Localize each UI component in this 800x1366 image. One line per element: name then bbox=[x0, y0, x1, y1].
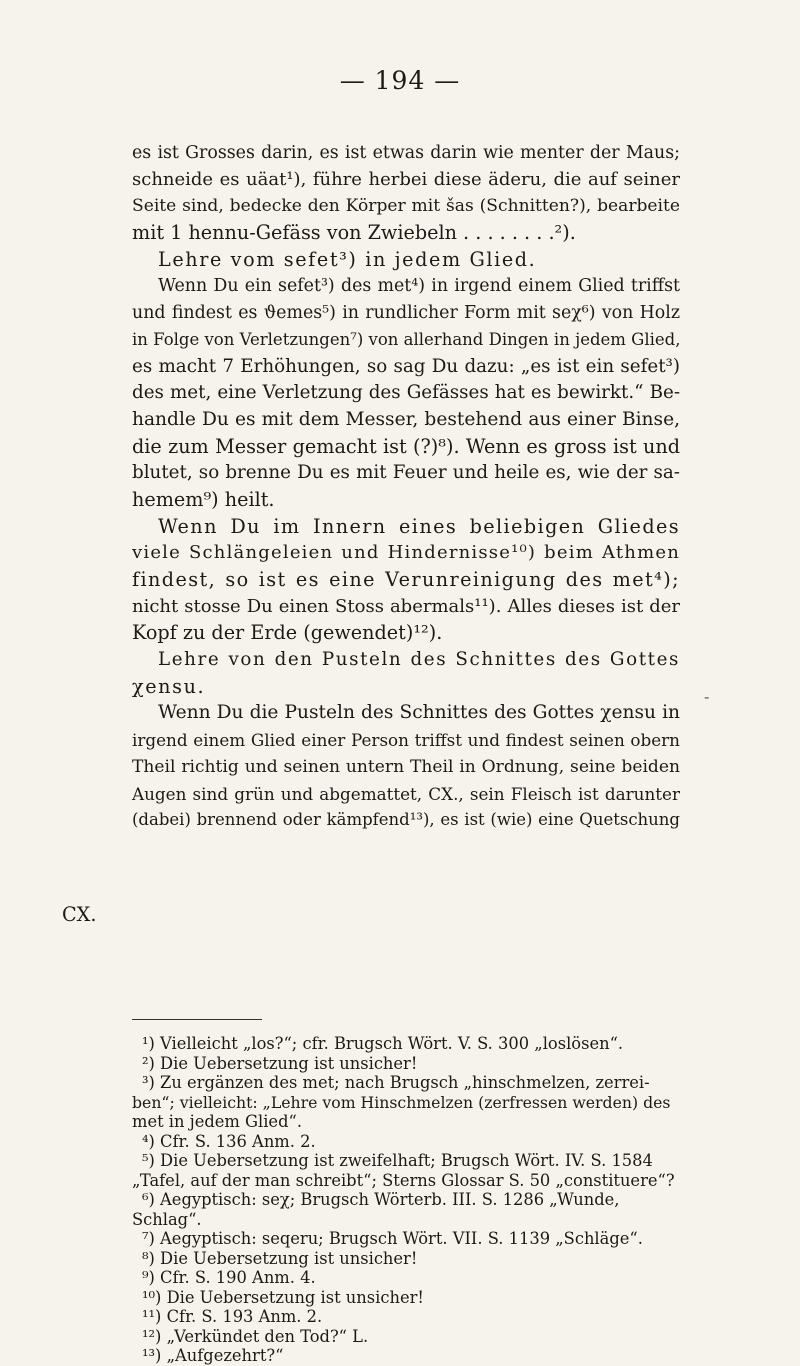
footnote: ⁹) Cfr. S. 190 Anm. 4. bbox=[142, 1268, 316, 1287]
margin-mark: - bbox=[704, 687, 710, 706]
section-heading: χensu. bbox=[132, 674, 206, 698]
text-line: Kopf zu der Erde (gewendet)¹²). bbox=[132, 621, 443, 645]
footnote-continuation: „Tafel, auf der man schreibt“; Sterns Glossar S. 50 „constituere“? bbox=[132, 1170, 675, 1190]
text-line: und findest es ϑemes⁵) in rundlicher Form mit seχ⁶) von Holz bbox=[132, 303, 680, 324]
section-heading: Lehre von den Pusteln des Schnittes des Gottes bbox=[158, 649, 680, 671]
footnote: ²) Die Uebersetzung ist unsicher! bbox=[142, 1053, 418, 1073]
text-line: schneide es uäat¹), führe herbei diese äderu, die auf seiner bbox=[132, 168, 680, 190]
footnote-continuation: ben“; vielleicht: „Lehre vom Hinschmelzen (zerfressen werden) des bbox=[132, 1092, 671, 1112]
text-line: Wenn Du die Pusteln des Schnittes des Gottes χensu in bbox=[158, 702, 680, 724]
text-line: es ist Grosses darin, es ist etwas darin wie menter der Maus; bbox=[132, 143, 680, 163]
text-line: die zum Messer gemacht ist (?)⁸). Wenn es gross ist und bbox=[132, 434, 680, 458]
footnote: ³) Zu ergänzen des met; nach Brugsch „hinschmelzen, zerrei- bbox=[142, 1073, 650, 1092]
footnote: ⁴) Cfr. S. 136 Anm. 2. bbox=[142, 1131, 316, 1151]
text-line: Wenn Du ein sefet³) des met⁴) in irgend einem Glied triffst bbox=[158, 276, 680, 297]
spaced-text-line: findest, so ist es eine Verunreinigung des met⁴); bbox=[132, 568, 680, 591]
text-line: es macht 7 Erhöhungen, so sag Du dazu: „es ist ein sefet³) bbox=[132, 355, 680, 377]
footnote: ¹⁰) Die Uebersetzung ist unsicher! bbox=[142, 1287, 424, 1307]
text-line: in Folge von Verletzungen⁷) von allerhand Dingen in jedem Glied, bbox=[132, 329, 681, 349]
text-line: des met, eine Verletzung des Gefässes hat es bewirkt.“ Be- bbox=[132, 382, 680, 404]
footnote-continuation: Schlag“. bbox=[132, 1209, 202, 1229]
text-line: handle Du es mit dem Messer, bestehend aus einer Binse, bbox=[132, 408, 680, 430]
text-line: (dabei) brennend oder kämpfend¹³), es ist (wie) eine Quetschung bbox=[132, 810, 680, 830]
text-line: Theil richtig und seinen untern Theil in Ordnung, seine beiden bbox=[132, 756, 680, 777]
text-line: Seite sind, bedecke den Körper mit šas (Schnitten?), bearbeite bbox=[132, 196, 680, 217]
page-number: — 194 — bbox=[339, 66, 461, 95]
spaced-text-line: viele Schlängeleien und Hindernisse¹⁰) beim Athmen bbox=[132, 542, 680, 564]
text-line: Augen sind grün und abgemattet, CX., sein Fleisch ist darunter bbox=[132, 783, 680, 804]
footnote: ⁸) Die Uebersetzung ist unsicher! bbox=[142, 1248, 418, 1268]
main-text bbox=[132, 140, 680, 834]
footnote: ¹) Vielleicht „los?“; cfr. Brugsch Wört. V. S. 300 „loslösen“. bbox=[142, 1034, 624, 1053]
footnotes bbox=[132, 1034, 680, 1366]
footnote-rule bbox=[132, 1019, 262, 1020]
text-line: hemem⁹) heilt. bbox=[132, 487, 275, 511]
text-line: blutet, so brenne Du es mit Feuer und heile es, wie der sa- bbox=[132, 462, 680, 484]
footnote: ¹³) „Aufgezehrt?“ bbox=[142, 1346, 284, 1365]
text-line: mit 1 hennu-Gefäss von Zwiebeln . . . . . . . .²). bbox=[132, 221, 576, 245]
footnote: ⁵) Die Uebersetzung ist zweifelhaft; Brugsch Wört. IV. S. 1584 bbox=[142, 1151, 653, 1170]
margin-note: CX. bbox=[62, 903, 97, 926]
footnote-continuation: met in jedem Glied“. bbox=[132, 1112, 302, 1131]
footnote: ⁷) Aegyptisch: seqeru; Brugsch Wört. VII. S. 1139 „Schläge“. bbox=[142, 1229, 643, 1248]
footnote: ⁶) Aegyptisch: seχ; Brugsch Wörterb. III. S. 1286 „Wunde, bbox=[142, 1190, 620, 1209]
footnote: ¹¹) Cfr. S. 193 Anm. 2. bbox=[142, 1307, 323, 1326]
text-line: irgend einem Glied einer Person triffst und findest seinen obern bbox=[132, 730, 680, 751]
footnote: ¹²) „Verkündet den Tod?“ L. bbox=[142, 1326, 369, 1346]
spaced-text-line: Wenn Du im Innern eines beliebigen Gliedes bbox=[158, 514, 680, 538]
text-line: nicht stosse Du einen Stoss abermals¹¹). Alles dieses ist der bbox=[132, 595, 680, 617]
section-heading: Lehre vom sefet³) in jedem Glied. bbox=[158, 247, 537, 271]
